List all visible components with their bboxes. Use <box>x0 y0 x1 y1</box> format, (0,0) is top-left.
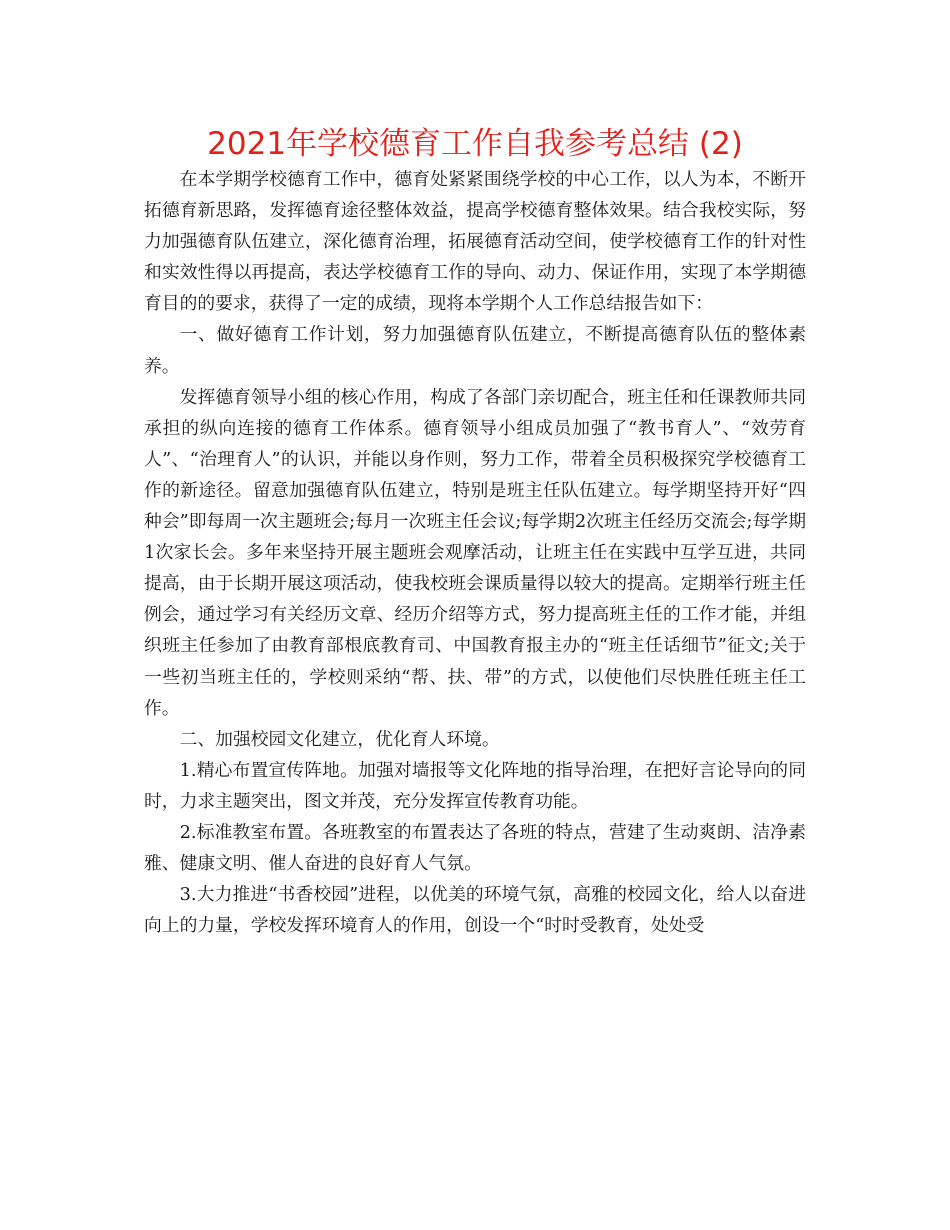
paragraph-section-2-heading: 二、加强校园文化建立，优化育人环境。 <box>179 728 500 750</box>
paragraph-item-3: 3.大力推进“书香校园”进程，以优美的环境气氛，高雅的校园文化，给人以奋进向上的力量，学校发挥环境育人的作用，创设一个“时时受教育，处处受 <box>144 884 806 937</box>
paragraph-intro: 在本学期学校德育工作中，德育处紧紧围绕学校的中心工作，以人为本，不断开拓德育新思路，发挥德育途径整体效益，提高学校德育整体效果。结合我校实际，努力加强德育队伍建立，深化德育治理，拓展德育活动空间，使学校德育工作的针对性和实效性得以再提高，表达学校德育工作的导向、动力、保证作用，实现了本学期德育目的的要求，获得了一定的成绩，现将本学期个人工作总结报告如下： <box>144 169 806 315</box>
paragraph-item-2: 2.标准教室布置。各班教室的布置表达了各班的特点，营建了生动爽朗、洁净素雅、健康文明、催人奋进的良好育人气氛。 <box>144 821 806 875</box>
paragraph-section-1-heading: 一、做好德育工作计划，努力加强德育队伍建立，不断提高德育队伍的整体素养。 <box>144 324 806 377</box>
document-title: 2021年学校德育工作自我参考总结 (2) <box>207 126 743 162</box>
paragraph-section-1-body: 发挥德育领导小组的核心作用，构成了各部门亲切配合，班主任和任课教师共同承担的纵向连接的德育工作体系。德育领导小组成员加强了“教书育人”、“效劳育人”、“治理育人”的认识，并能以身作则，努力工作，带着全员积极探究学校德育工作的新途径。留意加强德育队伍建立，特别是班主任队伍建立。每学期坚持开好“四种会”即每周一次主题班会;每月一次班主任会议;每学期2次班主任经历交流会;每学期1次家长会。多年来坚持开展主题班会观摩活动，让班主任在实践中互学互进，共同提高，由于长期开展这项活动，使我校班会课质量得以较大的提高。定期举行班主任例会，通过学习有关经历文章、经历介绍等方式，努力提高班主任的工作才能，并组织班主任参加了由教育部根底教育司、中国教育报主办的“班主任话细节”征文;关于一些初当班主任的，学校则采纳“帮、扶、带”的方式，以使他们尽快胜任班主任工作。 <box>144 386 807 719</box>
document-body <box>144 164 806 941</box>
paragraph-item-1: 1.精心布置宣传阵地。加强对墙报等文化阵地的指导治理，在把好言论导向的同时，力求主题突出，图文并茂，充分发挥宣传教育功能。 <box>144 759 806 812</box>
